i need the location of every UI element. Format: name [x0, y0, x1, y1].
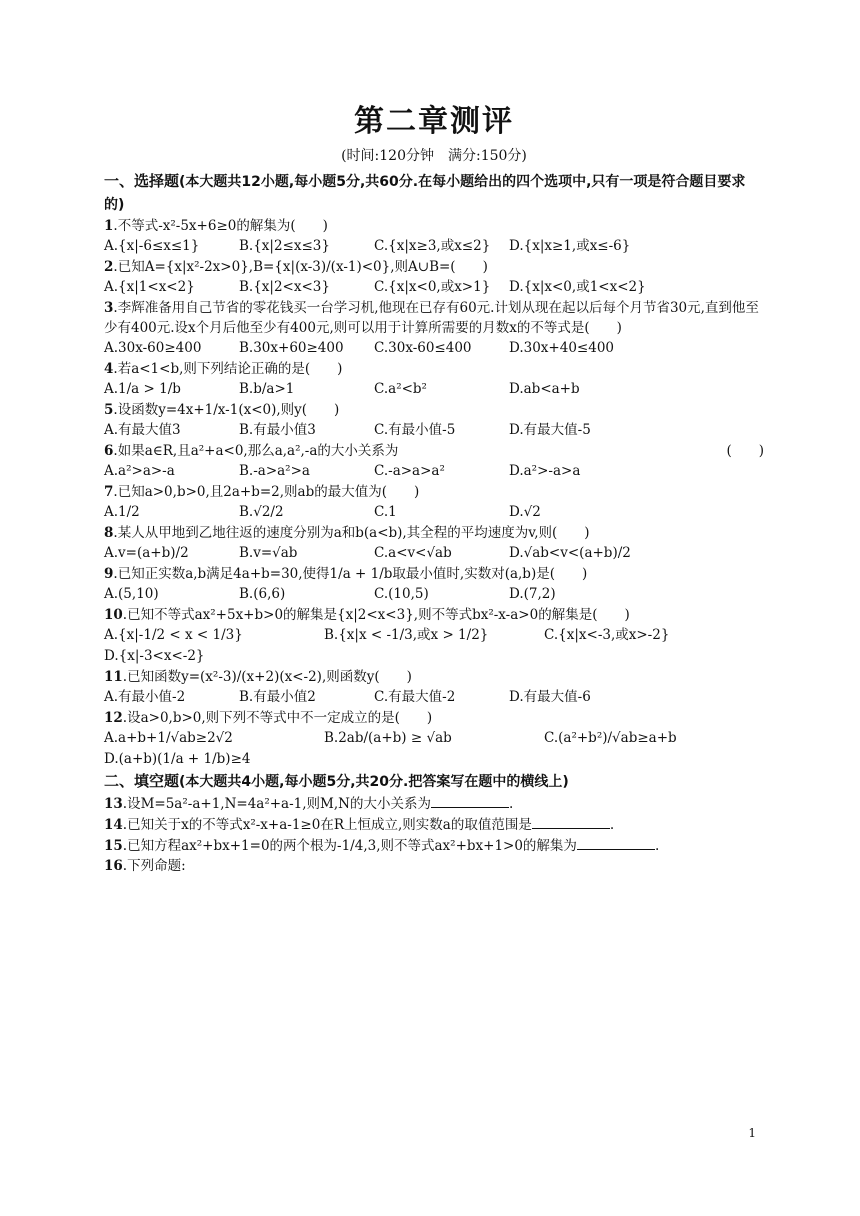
exam-page: [104, 100, 764, 876]
option-C[interactable]: C.有最小值-5: [374, 422, 456, 438]
option-list: [104, 379, 764, 400]
question-number: 10: [104, 607, 123, 623]
page-number: 1: [748, 1126, 756, 1140]
option-B[interactable]: B.有最小值2: [239, 689, 316, 705]
option-B[interactable]: B.(6,6): [239, 586, 286, 602]
question-text: .不等式-x²-5x+6≥0的解集为( ): [113, 218, 328, 234]
option-C[interactable]: C.a²<b²: [374, 381, 427, 397]
option-A[interactable]: A.30x-60≥400: [104, 340, 202, 356]
exam-info: (时间:120分钟 满分:150分): [341, 148, 527, 164]
question-tail: .: [654, 838, 660, 854]
option-C[interactable]: C.{x|x<-3,或x>-2}: [544, 627, 670, 643]
section-desc: (本大题共12小题,每小题5分,共60分.在每小题给出的四个选项中,只有一项是符合题目要求的): [104, 174, 746, 213]
option-D[interactable]: D.有最大值-5: [509, 422, 591, 438]
option-list: [104, 687, 764, 708]
choice-questions: [104, 216, 764, 770]
question-item: [104, 564, 764, 605]
question-text: .李辉准备用自己节省的零花钱买一台学习机,他现在已存有60元.计划从现在起以后每个月节省30元,直到他至少有400元.设x个月后他至少有400元,则可以用于计算所需要的月数x的不等式是( ): [104, 300, 759, 336]
option-A[interactable]: A.a+b+1/√ab≥2√2: [104, 730, 233, 746]
option-list: [104, 502, 764, 523]
question-number: 14: [104, 817, 123, 833]
question-text: .设M=5a²-a+1,N=4a²+a-1,则M,N的大小关系为: [122, 796, 431, 812]
option-list: [104, 543, 764, 564]
option-list: [104, 420, 764, 441]
question-text: .设a>0,b>0,则下列不等式中不一定成立的是( ): [122, 710, 433, 726]
option-C[interactable]: C.a<v<√ab: [374, 545, 452, 561]
question-number: 13: [104, 796, 123, 812]
question-number: 7: [104, 484, 114, 500]
question-text: .已知A={x|x²-2x>0},B={x|(x-3)/(x-1)<0},则A∪B=( ): [113, 259, 488, 275]
option-B[interactable]: B.√2/2: [239, 504, 284, 520]
section-title: 一、选择题: [104, 172, 180, 190]
option-A[interactable]: A.有最大值3: [104, 422, 181, 438]
question-stem: [104, 523, 764, 543]
question-stem: [104, 359, 764, 379]
page-title: 第二章测评: [354, 104, 514, 139]
question-item: [104, 216, 764, 257]
question-text: .已知a>0,b>0,且2a+b=2,则ab的最大值为( ): [113, 484, 420, 500]
option-list: [104, 728, 764, 770]
question-stem: [104, 400, 764, 420]
option-D[interactable]: D.{x|x≥1,或x≤-6}: [509, 238, 631, 254]
option-D[interactable]: D.(7,2): [509, 586, 556, 602]
question-number: 4: [104, 361, 114, 377]
option-D[interactable]: D.a²>-a>a: [509, 463, 581, 479]
section-desc: (本大题共4小题,每小题5分,共20分.把答案写在题中的横线上): [179, 774, 569, 790]
question-stem: [104, 441, 764, 461]
question-number: 8: [104, 525, 114, 541]
option-C[interactable]: C.(a²+b²)/√ab≥a+b: [544, 730, 677, 746]
question-stem: [104, 482, 764, 502]
question-number: 1: [104, 218, 114, 234]
section-heading-fill: [104, 770, 764, 793]
question-stem: [104, 257, 764, 277]
question-number: 5: [104, 402, 114, 418]
section-heading-choice: [104, 170, 764, 216]
question-item: [104, 359, 764, 400]
option-C[interactable]: C.-a>a>a²: [374, 463, 445, 479]
question-number: 12: [104, 710, 123, 726]
question-text: .下列命题:: [122, 858, 186, 874]
question-number: 3: [104, 300, 114, 316]
option-A[interactable]: A.{x|1<x<2}: [104, 279, 195, 295]
question-item: [104, 523, 764, 564]
question-stem: [104, 216, 764, 236]
question-tail: .: [609, 817, 615, 833]
question-number: 16: [104, 858, 123, 874]
question-item: [104, 257, 764, 298]
question-item: [104, 400, 764, 441]
question-text: .若a<1<b,则下列结论正确的是( ): [113, 361, 343, 377]
question-number: 11: [104, 669, 123, 685]
question-text: .如果a∈R,且a²+a<0,那么a,a²,-a的大小关系为: [113, 443, 399, 459]
question-item: [104, 667, 764, 708]
option-C[interactable]: C.30x-60≤400: [374, 340, 472, 356]
option-A[interactable]: A.1/2: [104, 504, 140, 520]
option-B[interactable]: B.有最小值3: [239, 422, 316, 438]
question-number: 9: [104, 566, 114, 582]
option-C[interactable]: C.1: [374, 504, 397, 520]
option-C[interactable]: C.(10,5): [374, 586, 429, 602]
answer-paren: ( ): [726, 443, 764, 459]
fill-question: [104, 856, 764, 876]
question-text: .已知函数y=(x²-3)/(x+2)(x<-2),则函数y( ): [122, 669, 412, 685]
question-stem: [104, 605, 764, 625]
option-list: [104, 584, 764, 605]
option-A[interactable]: A.有最小值-2: [104, 689, 186, 705]
option-A[interactable]: A.1/a > 1/b: [104, 381, 181, 397]
question-text: .设函数y=4x+1/x-1(x<0),则y( ): [113, 402, 340, 418]
question-item: [104, 605, 764, 667]
option-C[interactable]: C.{x|x≥3,或x≤2}: [374, 238, 491, 254]
option-C[interactable]: C.{x|x<0,或x>1}: [374, 279, 491, 295]
option-list: [104, 625, 764, 667]
option-B[interactable]: B.b/a>1: [239, 381, 295, 397]
question-item: [104, 708, 764, 770]
question-stem: [104, 667, 764, 687]
option-B[interactable]: B.30x+60≥400: [239, 340, 344, 356]
question-item: [104, 298, 764, 359]
fill-question: [104, 814, 764, 835]
question-number: 2: [104, 259, 114, 275]
question-tail: .: [508, 796, 514, 812]
option-B[interactable]: B.{x|x < -1/3,或x > 1/2}: [324, 627, 489, 643]
option-A[interactable]: A.{x|-6≤x≤1}: [104, 238, 200, 254]
option-list: [104, 236, 764, 257]
answer-blank[interactable]: [577, 835, 655, 850]
question-number: 15: [104, 838, 123, 854]
option-D[interactable]: D.{x|-3<x<-2}: [104, 648, 205, 664]
option-D[interactable]: D.√ab<v<(a+b)/2: [509, 545, 631, 561]
option-D[interactable]: D.ab<a+b: [509, 381, 580, 397]
option-D[interactable]: D.30x+40≤400: [509, 340, 614, 356]
question-stem: [104, 708, 764, 728]
option-list: [104, 461, 764, 482]
option-list: [104, 338, 764, 359]
option-B[interactable]: B.2ab/(a+b) ≥ √ab: [324, 730, 452, 746]
option-A[interactable]: A.(5,10): [104, 586, 159, 602]
question-text: .已知方程ax²+bx+1=0的两个根为-1/4,3,则不等式ax²+bx+1>0的解集为: [122, 838, 577, 854]
option-A[interactable]: A.v=(a+b)/2: [104, 545, 189, 561]
question-text: .某人从甲地到乙地往返的速度分别为a和b(a<b),其全程的平均速度为v,则( ): [113, 525, 590, 541]
question-item: [104, 482, 764, 523]
question-text: .已知关于x的不等式x²-x+a-1≥0在R上恒成立,则实数a的取值范围是: [122, 817, 532, 833]
option-list: [104, 277, 764, 298]
fill-question: [104, 793, 764, 814]
fill-questions: [104, 793, 764, 876]
option-B[interactable]: B.{x|2<x<3}: [239, 279, 330, 295]
answer-blank[interactable]: [431, 793, 509, 808]
fill-question: [104, 835, 764, 856]
option-C[interactable]: C.有最大值-2: [374, 689, 456, 705]
question-stem: [104, 298, 764, 338]
option-D[interactable]: D.{x|x<0,或1<x<2}: [509, 279, 646, 295]
option-D[interactable]: D.(a+b)(1/a + 1/b)≥4: [104, 751, 251, 767]
question-number: 6: [104, 443, 114, 459]
option-A[interactable]: A.a²>a>-a: [104, 463, 175, 479]
option-D[interactable]: D.有最大值-6: [509, 689, 591, 705]
question-stem: [104, 564, 764, 584]
answer-blank[interactable]: [532, 814, 610, 829]
option-A[interactable]: A.{x|-1/2 < x < 1/3}: [104, 627, 243, 643]
option-B[interactable]: B.-a>a²>a: [239, 463, 310, 479]
question-item: [104, 441, 764, 482]
option-D[interactable]: D.√2: [509, 504, 541, 520]
question-text: .已知不等式ax²+5x+b>0的解集是{x|2<x<3},则不等式bx²-x-a>0的解集是( ): [122, 607, 630, 623]
section-title: 二、填空题: [104, 772, 180, 790]
question-text: .已知正实数a,b满足4a+b=30,使得1/a + 1/b取最小值时,实数对(a,b)是( ): [113, 566, 588, 582]
option-B[interactable]: B.{x|2≤x≤3}: [239, 238, 330, 254]
option-B[interactable]: B.v=√ab: [239, 545, 298, 561]
